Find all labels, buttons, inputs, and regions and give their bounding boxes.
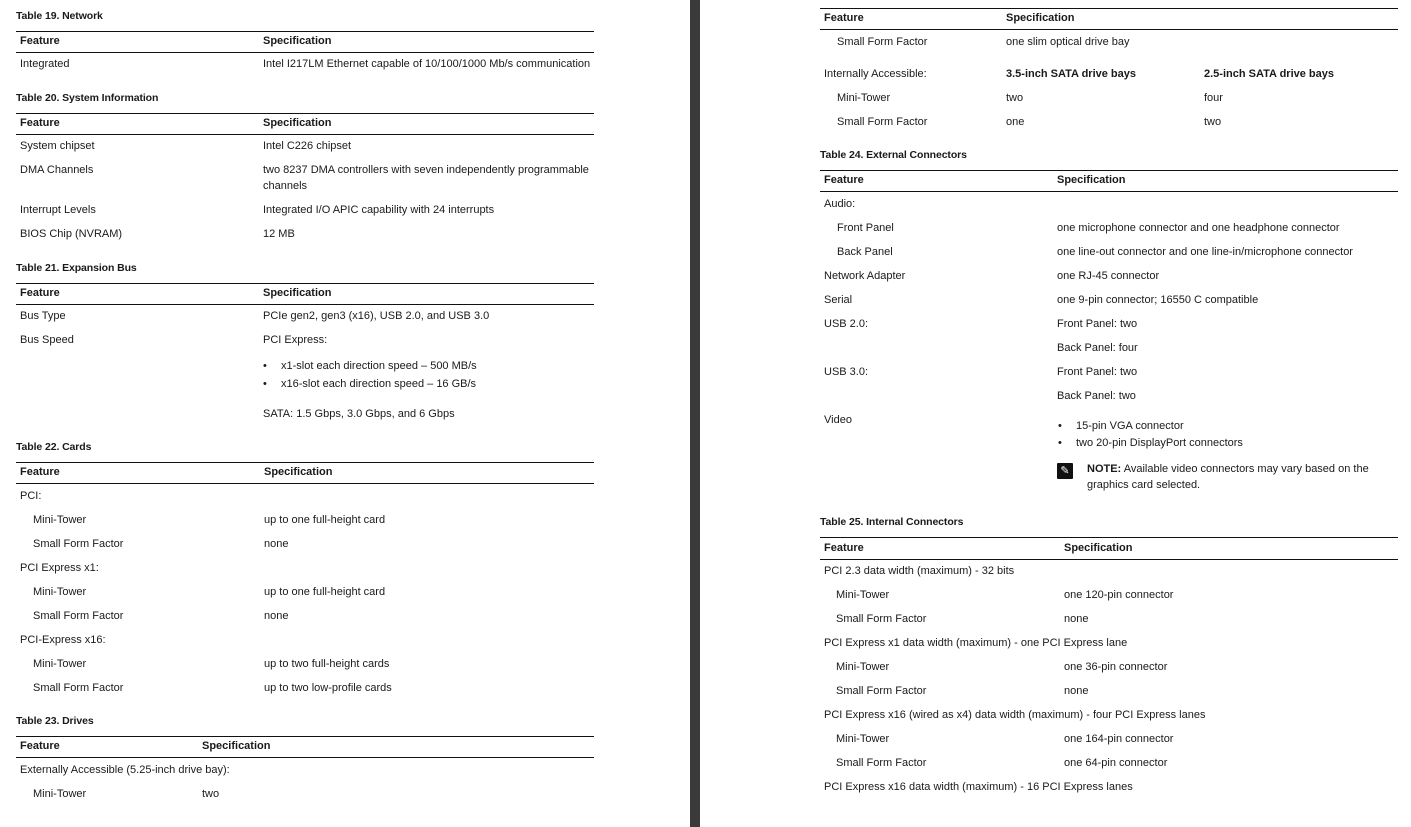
table-25-pci-mt-value: one 120-pin connector xyxy=(1064,589,1174,601)
table-25-pcie-x1: PCI Express x1 data width (maximum) - one PCI Express lane xyxy=(824,637,1128,649)
table-23-mt-value: two xyxy=(202,788,220,800)
note-label: NOTE: xyxy=(1087,463,1122,475)
table-25-pci-sff-value: none xyxy=(1064,613,1089,625)
note-pencil-icon: ✎ xyxy=(1057,463,1073,479)
table-21-spec-header: Specification xyxy=(263,287,332,299)
table-20-top-rule xyxy=(16,113,594,114)
table-21-bullet-x1: • x1-slot each direction speed – 500 MB/s xyxy=(281,360,477,372)
table-23-spec-header: Specification xyxy=(202,740,271,752)
table-20-row-spec: Integrated I/O APIC capability with 24 interrupts xyxy=(263,204,495,216)
table-20-row-feature: BIOS Chip (NVRAM) xyxy=(20,228,123,240)
table-21-sata: SATA: 1.5 Gbps, 3.0 Gbps, and 6 Gbps xyxy=(263,408,455,420)
table-22-e16-sff: Small Form Factor xyxy=(33,682,124,694)
table-23-mt: Mini-Tower xyxy=(33,788,87,800)
table-25-top-rule xyxy=(820,537,1398,538)
table-24-network: Network Adapter xyxy=(824,270,906,282)
table-23-feature-header: Feature xyxy=(20,740,60,752)
table-22-e16-mt: Mini-Tower xyxy=(33,658,87,670)
table-21-bullet-x16: • x16-slot each direction speed – 16 GB/s xyxy=(281,378,476,390)
table-25-header-rule xyxy=(820,559,1398,560)
table-23-top-rule xyxy=(16,736,594,737)
table-20-feature-header: Feature xyxy=(20,117,60,129)
table-22-feature-header: Feature xyxy=(20,466,60,478)
note-text: Available video connectors may vary based on the graphics card selected. xyxy=(1087,463,1369,491)
table-25-e1-sff: Small Form Factor xyxy=(836,685,927,697)
table-23c-mt-35: two xyxy=(1006,92,1024,104)
table-24-note xyxy=(1087,461,1387,493)
table-24-top-rule xyxy=(820,170,1398,171)
table-24-usb2: USB 2.0: xyxy=(824,318,869,330)
table-24-front: Front Panel xyxy=(837,222,894,234)
table-20-row-spec: Intel C226 chipset xyxy=(263,140,352,152)
table-24-usb3-front: Front Panel: two xyxy=(1057,366,1138,378)
table-23c-internal: Internally Accessible: xyxy=(824,68,927,80)
table-20-header-rule xyxy=(16,134,594,135)
table-22-e1-mt: Mini-Tower xyxy=(33,586,87,598)
table-25-pcie-x16-x4: PCI Express x16 (wired as x4) data width (maximum) - four PCI Express lanes xyxy=(824,709,1206,721)
table-22-e16-mt-value: up to two full-height cards xyxy=(264,658,390,670)
table-22-e1-sff-value: none xyxy=(264,610,289,622)
table-25-e4-mt-value: one 164-pin connector xyxy=(1064,733,1174,745)
table-24-spec-header: Specification xyxy=(1057,174,1126,186)
table-23c-mt-25: four xyxy=(1204,92,1223,104)
table-21-bus-speed-value: PCI Express: xyxy=(263,334,328,346)
table-19-feature-header: Feature xyxy=(20,35,60,47)
table-19-spec-header: Specification xyxy=(263,35,332,47)
table-25-e1-sff-value: none xyxy=(1064,685,1089,697)
table-22-e1-sff: Small Form Factor xyxy=(33,610,124,622)
table-22-spec-header: Specification xyxy=(264,466,333,478)
table-24-header-rule xyxy=(820,191,1398,192)
table-25-feature-header: Feature xyxy=(824,542,864,554)
table-25-e4-sff: Small Form Factor xyxy=(836,757,927,769)
table-20-caption: Table 20. System Information xyxy=(16,92,159,104)
table-24-audio: Audio: xyxy=(824,198,856,210)
table-20-row-feature: Interrupt Levels xyxy=(20,204,96,216)
table-23c-top-rule xyxy=(820,8,1398,9)
table-22-e1-mt-value: up to one full-height card xyxy=(264,586,386,598)
table-22-pci: PCI: xyxy=(20,490,42,502)
table-23c-spec-header: Specification xyxy=(1006,12,1075,24)
table-22-caption: Table 22. Cards xyxy=(16,441,92,453)
table-20-row-feature: DMA Channels xyxy=(20,164,94,176)
table-22-top-rule xyxy=(16,462,594,463)
table-25-spec-header: Specification xyxy=(1064,542,1133,554)
table-25-pcie-x16: PCI Express x16 data width (maximum) - 16 PCI Express lanes xyxy=(824,781,1133,793)
table-25-pci-mt: Mini-Tower xyxy=(836,589,890,601)
table-24-feature-header: Feature xyxy=(824,174,864,186)
table-24-serial: Serial xyxy=(824,294,853,306)
table-24-back-value: one line-out connector and one line-in/microphone connector xyxy=(1057,246,1353,258)
table-24-video-vga: • 15-pin VGA connector xyxy=(1076,420,1184,432)
table-25-pci: PCI 2.3 data width (maximum) - 32 bits xyxy=(824,565,1015,577)
table-24-caption: Table 24. External Connectors xyxy=(820,149,967,161)
table-22-pci-mt: Mini-Tower xyxy=(33,514,87,526)
table-24-video: Video xyxy=(824,414,852,426)
table-24-network-value: one RJ-45 connector xyxy=(1057,270,1160,282)
table-21-bus-speed: Bus Speed xyxy=(20,334,74,346)
table-23c-col-35: 3.5-inch SATA drive bays xyxy=(1006,68,1137,80)
table-19-top-rule xyxy=(16,31,594,32)
table-23c-sff-value: one slim optical drive bay xyxy=(1006,36,1130,48)
table-21-bus-type: Bus Type xyxy=(20,310,66,322)
table-24-usb2-back: Back Panel: four xyxy=(1057,342,1138,354)
left-page xyxy=(0,0,690,827)
table-23-external: Externally Accessible (5.25-inch drive bay): xyxy=(20,764,230,776)
table-22-header-rule xyxy=(16,483,594,484)
table-23-caption: Table 23. Drives xyxy=(16,715,94,727)
table-21-feature-header: Feature xyxy=(20,287,60,299)
table-19-row-feature: Integrated xyxy=(20,58,70,70)
table-23c-col-25: 2.5-inch SATA drive bays xyxy=(1204,68,1335,80)
table-24-video-dp: • two 20-pin DisplayPort connectors xyxy=(1076,437,1243,449)
table-25-pci-sff: Small Form Factor xyxy=(836,613,927,625)
table-20-row-feature: System chipset xyxy=(20,140,95,152)
table-20-row-spec: 12 MB xyxy=(263,228,295,240)
page-divider xyxy=(690,0,700,827)
table-22-pci-sff: Small Form Factor xyxy=(33,538,124,550)
table-25-e4-sff-value: one 64-pin connector xyxy=(1064,757,1168,769)
table-24-front-value: one microphone connector and one headphone connector xyxy=(1057,222,1340,234)
table-23c-header-rule xyxy=(820,29,1398,30)
table-19-header-rule xyxy=(16,52,594,53)
table-24-usb2-front: Front Panel: two xyxy=(1057,318,1138,330)
table-25-e1-mt: Mini-Tower xyxy=(836,661,890,673)
table-20-spec-header: Specification xyxy=(263,117,332,129)
table-21-bus-type-value: PCIe gen2, gen3 (x16), USB 2.0, and USB 3.0 xyxy=(263,310,490,322)
table-23c-sff-35: one xyxy=(1006,116,1025,128)
table-24-usb3-back: Back Panel: two xyxy=(1057,390,1136,402)
table-22-pci-mt-value: up to one full-height card xyxy=(264,514,386,526)
table-22-pci-sff-value: none xyxy=(264,538,289,550)
table-23c-mt: Mini-Tower xyxy=(837,92,891,104)
table-22-e16-sff-value: up to two low-profile cards xyxy=(264,682,392,694)
table-20-row-spec: two 8237 DMA controllers with seven independently programmable channels xyxy=(263,164,589,192)
table-19-caption: Table 19. Network xyxy=(16,10,103,22)
table-24-back: Back Panel xyxy=(837,246,893,258)
table-25-caption: Table 25. Internal Connectors xyxy=(820,516,964,528)
table-23-header-rule xyxy=(16,757,594,758)
table-23c-sff-25: two xyxy=(1204,116,1222,128)
table-22-pcie-x16: PCI-Express x16: xyxy=(20,634,106,646)
table-21-top-rule xyxy=(16,283,594,284)
table-23c-sff: Small Form Factor xyxy=(837,36,928,48)
right-page xyxy=(700,0,1411,827)
table-23c-feature-header: Feature xyxy=(824,12,864,24)
table-25-e1-mt-value: one 36-pin connector xyxy=(1064,661,1168,673)
table-22-pcie-x1: PCI Express x1: xyxy=(20,562,99,574)
table-24-serial-value: one 9-pin connector; 16550 C compatible xyxy=(1057,294,1259,306)
table-24-usb3: USB 3.0: xyxy=(824,366,869,378)
table-21-caption: Table 21. Expansion Bus xyxy=(16,262,137,274)
table-23c-sff2: Small Form Factor xyxy=(837,116,928,128)
table-19-row-spec: Intel I217LM Ethernet capable of 10/100/1000 Mb/s communication xyxy=(263,58,591,70)
table-25-e4-mt: Mini-Tower xyxy=(836,733,890,745)
table-21-header-rule xyxy=(16,304,594,305)
